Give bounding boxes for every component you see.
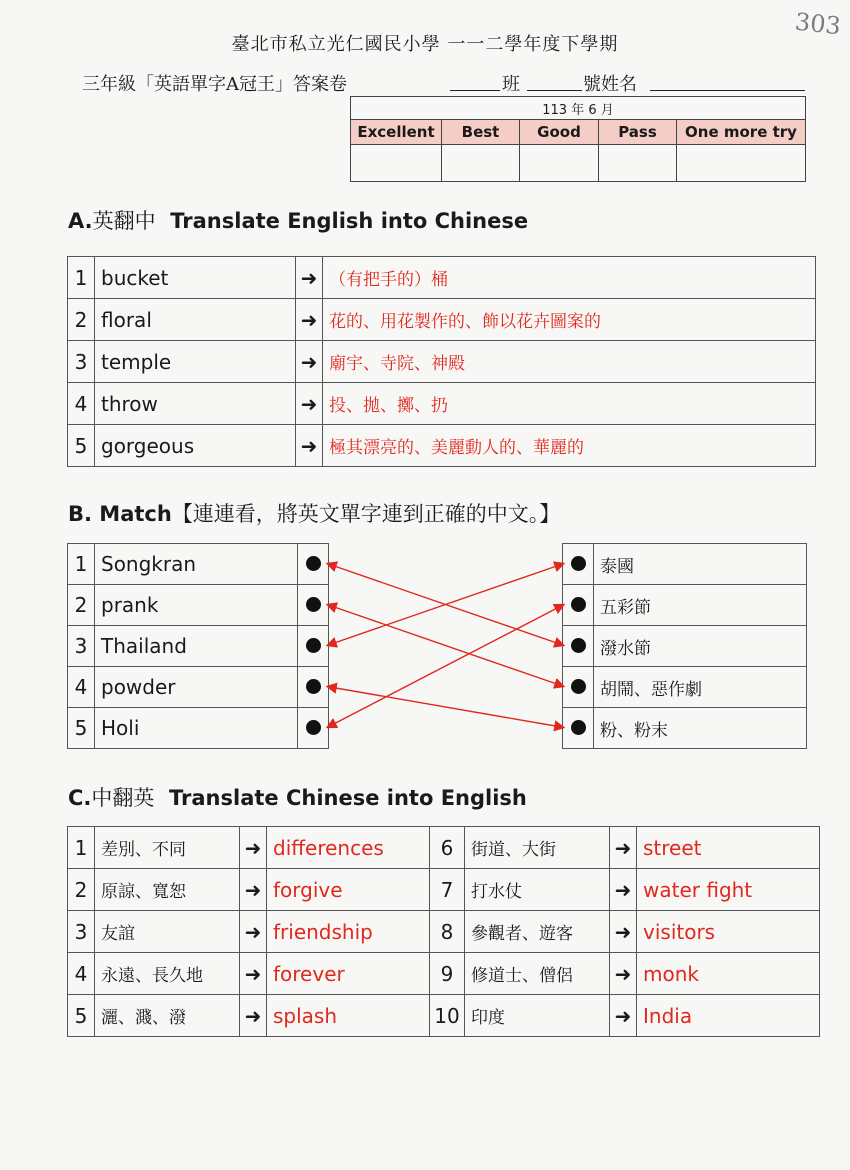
row-number: 2	[68, 869, 95, 911]
row-number: 3	[68, 626, 95, 667]
chinese-word: 原諒、寬恕	[95, 869, 240, 911]
dot-icon	[306, 720, 321, 735]
section-a-table	[67, 256, 816, 467]
arrow-icon: ➜	[296, 257, 323, 299]
dot-icon	[571, 638, 586, 653]
chinese-word: 灑、濺、潑	[95, 995, 240, 1037]
table-row	[68, 544, 329, 585]
row-number: 1	[68, 257, 95, 299]
match-left-table	[67, 543, 329, 749]
english-word: gorgeous	[95, 425, 296, 467]
arrow-icon: ➜	[296, 299, 323, 341]
chinese-answer: （有把手的）桶	[323, 257, 816, 299]
table-row	[68, 869, 820, 911]
class-label: 班	[502, 74, 520, 95]
row-number: 8	[430, 911, 465, 953]
chinese-answer: 廟宇、寺院、神殿	[323, 341, 816, 383]
arrow-icon: ➜	[240, 869, 267, 911]
arrow-icon: ➜	[610, 869, 637, 911]
arrow-icon: ➜	[610, 995, 637, 1037]
section-c-title	[68, 782, 527, 812]
arrow-icon: ➜	[240, 911, 267, 953]
arrow-icon: ➜	[296, 383, 323, 425]
grade-box	[351, 145, 442, 182]
row-number: 4	[68, 383, 95, 425]
section-title-en: Translate English into Chinese	[170, 209, 529, 233]
row-number: 3	[68, 911, 95, 953]
grade-col-pass: Pass	[599, 120, 677, 145]
seat-name-label: 號姓名	[583, 74, 637, 95]
chinese-answer: 極其漂亮的、美麗動人的、華麗的	[323, 425, 816, 467]
arrow-icon: ➜	[610, 827, 637, 869]
seat-blank	[527, 90, 582, 91]
english-answer: street	[637, 827, 820, 869]
sheet-title: 三年級「英語單字A冠王」答案卷	[82, 74, 347, 95]
table-row	[68, 341, 816, 383]
match-dot-left	[298, 667, 329, 708]
english-answer: differences	[267, 827, 430, 869]
chinese-word: 街道、大街	[465, 827, 610, 869]
match-line	[327, 605, 564, 687]
english-word: temple	[95, 341, 296, 383]
table-row	[68, 667, 329, 708]
match-line	[327, 564, 564, 646]
english-answer: water fight	[637, 869, 820, 911]
row-number: 5	[68, 425, 95, 467]
english-word: floral	[95, 299, 296, 341]
arrow-icon: ➜	[610, 911, 637, 953]
english-word: throw	[95, 383, 296, 425]
table-row	[68, 299, 816, 341]
english-answer: forever	[267, 953, 430, 995]
section-letter: C.	[68, 786, 92, 810]
row-number: 1	[68, 827, 95, 869]
chinese-word: 參觀者、遊客	[465, 911, 610, 953]
section-b-title	[68, 498, 560, 528]
row-number: 4	[68, 667, 95, 708]
chinese-word: 永遠、長久地	[95, 953, 240, 995]
chinese-word: 粉、粉末	[594, 708, 807, 749]
english-word: prank	[95, 585, 298, 626]
grade-box	[520, 145, 599, 182]
chinese-word: 打水仗	[465, 869, 610, 911]
match-dot-right	[563, 585, 594, 626]
row-number: 1	[68, 544, 95, 585]
match-dot-right	[563, 626, 594, 667]
section-c-table	[67, 826, 820, 1037]
english-answer: India	[637, 995, 820, 1037]
arrow-icon: ➜	[240, 953, 267, 995]
page-number: 303	[793, 7, 843, 41]
english-answer: visitors	[637, 911, 820, 953]
grade-col-good: Good	[520, 120, 599, 145]
table-row	[68, 911, 820, 953]
table-row	[563, 708, 807, 749]
table-row	[68, 383, 816, 425]
row-number: 9	[430, 953, 465, 995]
table-row	[563, 585, 807, 626]
english-word: Thailand	[95, 626, 298, 667]
row-number: 10	[430, 995, 465, 1037]
section-title-zh: 中翻英	[91, 786, 155, 810]
table-row	[563, 667, 807, 708]
chinese-word: 差別、不同	[95, 827, 240, 869]
chinese-word: 泰國	[594, 544, 807, 585]
table-row	[68, 827, 820, 869]
section-title-en: Match	[99, 502, 172, 526]
section-title-en: Translate Chinese into English	[169, 786, 527, 810]
match-dot-left	[298, 626, 329, 667]
section-a-title	[68, 205, 528, 235]
row-number: 2	[68, 299, 95, 341]
chinese-word: 印度	[465, 995, 610, 1037]
section-letter: B.	[68, 502, 92, 526]
table-row	[68, 995, 820, 1037]
match-dot-left	[298, 544, 329, 585]
english-answer: splash	[267, 995, 430, 1037]
dot-icon	[571, 679, 586, 694]
school-title: 臺北市私立光仁國民小學 一一二學年度下學期	[231, 34, 619, 55]
name-blank	[650, 90, 805, 91]
arrow-icon: ➜	[240, 995, 267, 1037]
arrow-icon: ➜	[296, 425, 323, 467]
arrow-icon: ➜	[296, 341, 323, 383]
english-word: Songkran	[95, 544, 298, 585]
match-dot-right	[563, 708, 594, 749]
chinese-word: 修道士、僧侶	[465, 953, 610, 995]
arrow-icon: ➜	[610, 953, 637, 995]
table-row	[68, 626, 329, 667]
dot-icon	[306, 597, 321, 612]
class-blank	[450, 90, 500, 91]
chinese-word: 五彩節	[594, 585, 807, 626]
grade-table	[350, 96, 806, 182]
english-answer: forgive	[267, 869, 430, 911]
grade-box	[677, 145, 806, 182]
row-number: 7	[430, 869, 465, 911]
dot-icon	[571, 720, 586, 735]
table-row	[68, 953, 820, 995]
dot-icon	[571, 597, 586, 612]
table-row	[68, 585, 329, 626]
section-letter: A.	[68, 209, 93, 233]
dot-icon	[571, 556, 586, 571]
match-dot-right	[563, 667, 594, 708]
table-row	[68, 708, 329, 749]
row-number: 2	[68, 585, 95, 626]
chinese-answer: 投、拋、擲、扔	[323, 383, 816, 425]
chinese-answer: 花的、用花製作的、飾以花卉圖案的	[323, 299, 816, 341]
grade-box	[442, 145, 520, 182]
table-row	[563, 544, 807, 585]
match-right-table	[562, 543, 807, 749]
row-number: 6	[430, 827, 465, 869]
grade-col-one-more-try: One more try	[677, 120, 806, 145]
arrow-icon: ➜	[240, 827, 267, 869]
english-word: Holi	[95, 708, 298, 749]
section-title-zh: 英翻中	[92, 209, 156, 233]
dot-icon	[306, 638, 321, 653]
grade-date: 113 年 6 月	[351, 97, 806, 120]
table-row	[68, 425, 816, 467]
match-dot-right	[563, 544, 594, 585]
dot-icon	[306, 679, 321, 694]
english-answer: friendship	[267, 911, 430, 953]
match-line	[327, 564, 564, 646]
english-answer: monk	[637, 953, 820, 995]
english-word: powder	[95, 667, 298, 708]
grade-col-excellent: Excellent	[351, 120, 442, 145]
english-word: bucket	[95, 257, 296, 299]
row-number: 3	[68, 341, 95, 383]
dot-icon	[306, 556, 321, 571]
table-row	[68, 257, 816, 299]
match-line	[327, 687, 564, 728]
row-number: 4	[68, 953, 95, 995]
section-title-zh: 【連連看，將英文單字連到正確的中文。】	[171, 502, 561, 526]
chinese-word: 潑水節	[594, 626, 807, 667]
chinese-word: 友誼	[95, 911, 240, 953]
row-number: 5	[68, 708, 95, 749]
grade-box	[599, 145, 677, 182]
grade-col-best: Best	[442, 120, 520, 145]
match-dot-left	[298, 708, 329, 749]
row-number: 5	[68, 995, 95, 1037]
chinese-word: 胡鬧、惡作劇	[594, 667, 807, 708]
match-line	[327, 605, 564, 728]
table-row	[563, 626, 807, 667]
match-dot-left	[298, 585, 329, 626]
